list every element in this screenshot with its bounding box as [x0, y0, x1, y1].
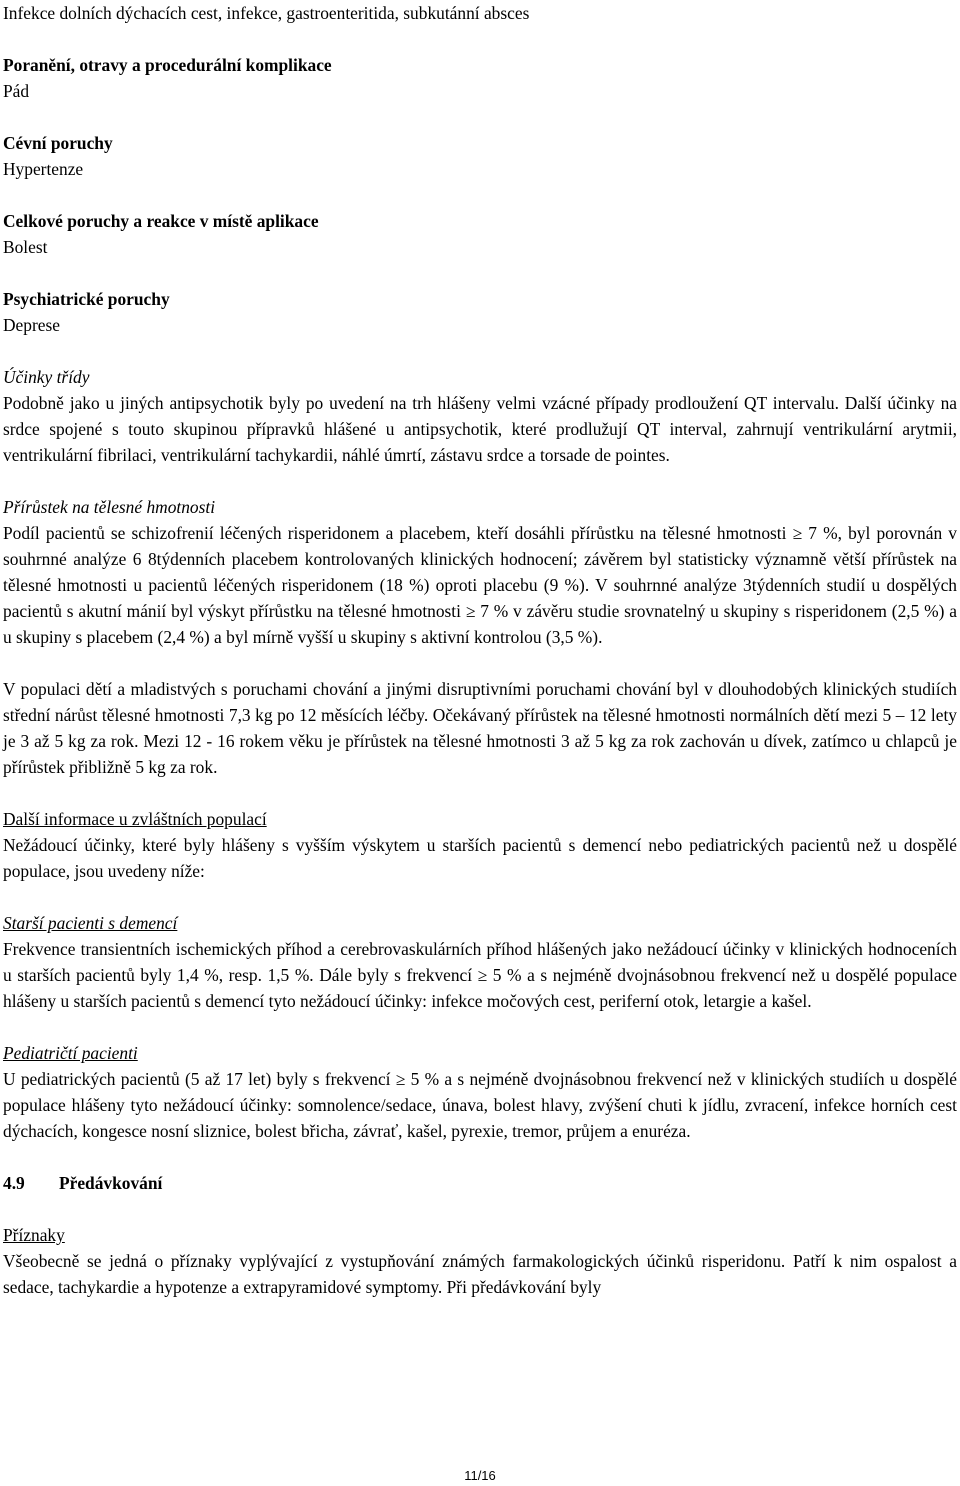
section-title: Předávkování: [59, 1173, 163, 1193]
pediatric-heading: Pediatričtí pacienti: [3, 1043, 138, 1063]
elderly-text: Frekvence transientních ischemických příhod a cerebrovaskulárních příhod hlášených jako nežádoucí účinky v klinických hodnoceních u starších pacientů byly 1,4 %, resp. 1,5 %. Dále byly s frekvencí ≥ 5 % a s nejméně dvojnásobnou frekvencí než u dospělé populace hlášeny u starších pacientů s demencí tyto nežádoucí účinky: infekce močových cest, periferní otok, letargie a kašel.: [3, 939, 957, 1011]
weight-gain-children-text: V populaci dětí a mladistvých s poruchami chování a jinými disruptivními poruchami chování byl v dlouhodobých klinických studiích střední nárůst tělesné hmotnosti 7,3 kg po 12 měsících léčby. Očekávaný přírůstek na tělesné hmotnosti normálních dětí mezi 5 – 12 lety je 3 až 5 kg za rok. Mezi 12 - 16 rokem věku je přírůstek na tělesné hmotnosti 3 až 5 kg za rok zachován u dívek, zatímco u chlapců je přírůstek přibližně 5 kg za rok.: [3, 679, 957, 777]
group-item: Deprese: [3, 315, 60, 335]
document-page: [3, 0, 957, 1300]
symptoms-heading: Příznaky: [3, 1225, 65, 1245]
elderly-heading: Starší pacienti s demencí: [3, 913, 178, 933]
group-title: Poranění, otravy a procedurální komplikace: [3, 55, 332, 75]
page-number: 11/16: [464, 1468, 496, 1483]
group-title: Psychiatrické poruchy: [3, 289, 170, 309]
special-populations-heading: Další informace u zvláštních populací: [3, 809, 267, 829]
group-item: Hypertenze: [3, 159, 84, 179]
symptoms-text: Všeobecně se jedná o příznaky vyplývající z vystupňování známých farmakologických účinků risperidonu. Patří k nim ospalost a sedace, tachykardie a hypotenze a extrapyramidové symptomy. Při předávkování byly: [3, 1251, 957, 1297]
section-heading: [3, 1170, 957, 1196]
class-effects-text: Podobně jako u jiných antipsychotik byly po uvedení na trh hlášeny velmi vzácné případy prodloužení QT intervalu. Další účinky na srdce spojené s touto skupinou přípravků hlášené u antipsychotik, které prodlužují QT interval, zahrnují ventrikulární arytmii, ventrikulární fibrilaci, ventrikulární tachykardii, náhlé úmrtí, zástavu srdce a torsade de pointes.: [3, 393, 957, 465]
special-populations-text: Nežádoucí účinky, které byly hlášeny s vyšším výskytem u starších pacientů s demencí nebo pediatrických pacientů než u dospělé populace, jsou uvedeny níže:: [3, 835, 957, 881]
pediatric-text: U pediatrických pacientů (5 až 17 let) byly s frekvencí ≥ 5 % a s nejméně dvojnásobnou frekvencí než v klinických studiích u dospělé populace hlášeny tyto nežádoucí účinky: somnolence/sedace, únava, bolest hlavy, zvýšení chuti k jídlu, zvracení, infekce horních cest dýchacích, kongesce nosní sliznice, bolest břicha, závrať, kašel, pyrexie, tremor, průjem a enuréza.: [3, 1069, 957, 1141]
group-title: Celkové poruchy a reakce v místě aplikace: [3, 211, 319, 231]
group-item: Pád: [3, 81, 30, 101]
first-line: Infekce dolních dýchacích cest, infekce, gastroenteritida, subkutánní absces: [3, 3, 530, 23]
class-effects-heading: Účinky třídy: [3, 367, 90, 387]
weight-gain-heading: Přírůstek na tělesné hmotnosti: [3, 497, 216, 517]
section-number: 4.9: [3, 1173, 25, 1193]
group-title: Cévní poruchy: [3, 133, 113, 153]
group-item: Bolest: [3, 237, 48, 257]
weight-gain-text: Podíl pacientů se schizofrenií léčených risperidonem a placebem, kteří dosáhli přírůstku na tělesné hmotnosti ≥ 7 %, byl porovnán v souhrnné analýze 6 8týdenních placebem kontrolovaných klinických hodnocení; závěrem byl statisticky významně větší přírůstek na tělesné hmotnosti u pacientů léčených risperidonem (18 %) oproti placebu (9 %). V souhrnné analýze 3týdenních studií u dospělých pacientů s akutní mánií byl výskyt přírůstku na tělesné hmotnosti ≥ 7 % v závěru studie srovnatelný u skupiny s risperidonem (2,5 %) a u skupiny s placebem (2,4 %) a byl mírně vyšší u skupiny s aktivní kontrolou (3,5 %).: [3, 523, 957, 647]
